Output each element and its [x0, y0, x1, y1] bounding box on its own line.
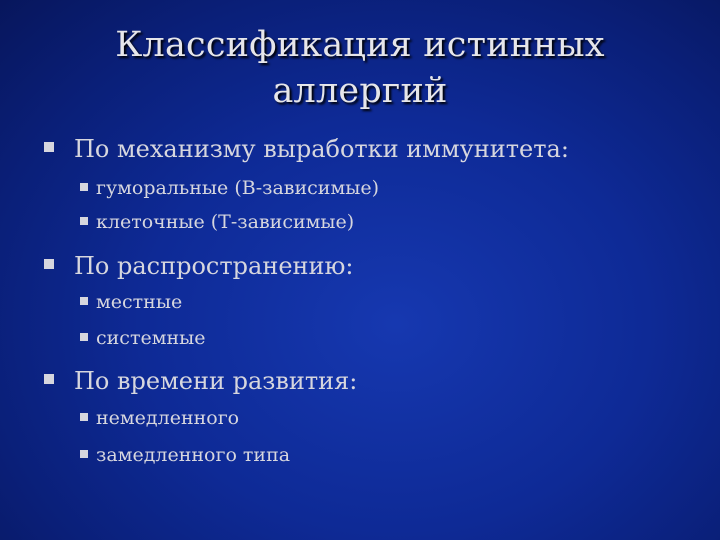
list-item-immediate	[80, 406, 239, 430]
square-bullet-icon	[80, 413, 88, 421]
list-item-delayed	[80, 443, 290, 467]
slide-title-line-1: Классификация истинных	[115, 25, 605, 65]
sub-item-label: немедленного	[96, 407, 240, 429]
sub-item-label: системные	[96, 327, 206, 349]
square-bullet-icon	[44, 259, 54, 269]
square-bullet-icon	[80, 333, 88, 341]
square-bullet-icon	[44, 374, 54, 384]
section-heading: По времени развития:	[74, 367, 358, 395]
square-bullet-icon	[80, 183, 88, 191]
list-item-section-mechanism	[44, 134, 569, 164]
list-item-systemic	[80, 326, 206, 350]
section-heading: По механизму выработки иммунитета:	[74, 135, 569, 163]
list-item-cellular	[80, 210, 354, 234]
square-bullet-icon	[44, 142, 54, 152]
list-item-section-time	[44, 366, 357, 396]
sub-item-label: гуморальные (В-зависимые)	[96, 177, 380, 199]
section-heading: По распространению:	[74, 252, 354, 280]
square-bullet-icon	[80, 450, 88, 458]
square-bullet-icon	[80, 217, 88, 225]
sub-item-label: местные	[96, 291, 183, 313]
list-item-section-spread	[44, 251, 354, 281]
sub-item-label: клеточные (Т-зависимые)	[96, 211, 355, 233]
square-bullet-icon	[80, 297, 88, 305]
sub-item-label: замедленного типа	[96, 444, 291, 466]
list-item-local	[80, 290, 182, 314]
slide-title-line-2: аллергий	[272, 71, 448, 111]
list-item-humoral	[80, 176, 379, 200]
